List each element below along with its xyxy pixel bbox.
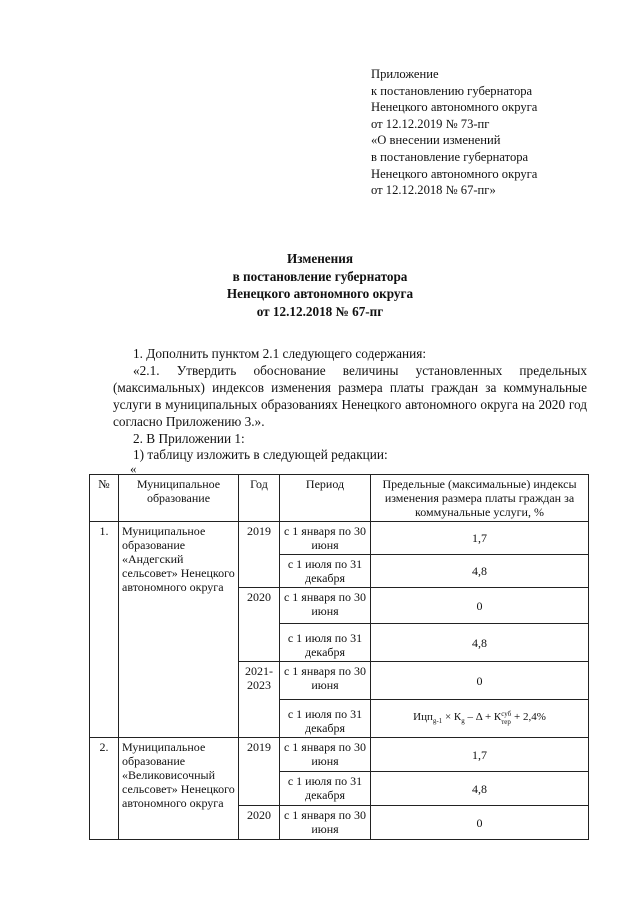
- row-num: 1.: [90, 522, 119, 738]
- row-year: 2019: [239, 522, 280, 588]
- header-num: №: [90, 475, 119, 522]
- row-year: 2019: [239, 738, 280, 806]
- row-year: 2021-2023: [239, 662, 280, 738]
- title-line: Изменения: [287, 251, 353, 266]
- row-period: с 1 июля по 31 декабря: [280, 624, 371, 662]
- appendix-line: от 12.12.2018 № 67-пг»: [371, 183, 496, 198]
- quote-open-mark: «: [130, 461, 137, 476]
- row-period: с 1 июля по 31 декабря: [280, 700, 371, 738]
- appendix-line: в постановление губернатора: [371, 149, 529, 164]
- row-year: 2020: [239, 806, 280, 840]
- paragraph-3: 2. В Приложении 1:: [133, 430, 245, 446]
- row-period: с 1 января по 30 июня: [280, 522, 371, 555]
- formula: $Ицп_{g-1} \times К_g - \Delta$ + Ксуб тер + 2,4%: [413, 709, 546, 726]
- paragraph-2: «2.1. Утвердить обоснование величины установленных предельных (максимальных) индексов изменения размера платы граждан за коммунальные услуги в муниципальных образованиях Ненецкого автономного округа на 2020 год согласно Приложению 3.».: [113, 362, 587, 429]
- row-mo: Муниципальное образование «Великовисочный сельсовет» Ненецкого автономного округа: [119, 738, 239, 840]
- header-period: Период: [280, 475, 371, 522]
- row-year: 2020: [239, 588, 280, 662]
- row-value: 1,7: [371, 522, 589, 555]
- header-year: Год: [239, 475, 280, 522]
- appendix-line: Ненецкого автономного округа: [371, 100, 538, 115]
- table-row: [90, 738, 589, 772]
- row-period: с 1 июля по 31 декабря: [280, 555, 371, 588]
- row-mo: Муниципальное образование «Андегский сельсовет» Ненецкого автономного округа: [119, 522, 239, 738]
- title-line: Ненецкого автономного округа: [226, 286, 414, 301]
- row-value-formula: [371, 700, 589, 738]
- table-row: [90, 522, 589, 555]
- row-period: с 1 июля по 31 декабря: [280, 772, 371, 806]
- body-text: [113, 346, 587, 464]
- header-mo: Муниципальное образование: [119, 475, 239, 522]
- row-period: с 1 января по 30 июня: [280, 662, 371, 700]
- appendix-line: Ненецкого автономного округа: [371, 166, 538, 181]
- row-period: с 1 января по 30 июня: [280, 738, 371, 772]
- table-header-row: [90, 475, 589, 522]
- title-line: в постановление губернатора: [232, 268, 408, 284]
- row-value: 1,7: [371, 738, 589, 772]
- row-value: 4,8: [371, 555, 589, 588]
- paragraph-1: 1. Дополнить пунктом 2.1 следующего содержания:: [133, 346, 427, 361]
- row-value: 4,8: [371, 772, 589, 806]
- title-line: от 12.12.2018 № 67-пг: [256, 303, 384, 319]
- appendix-line: «О внесении изменений: [371, 133, 501, 148]
- appendix-line: от 12.12.2019 № 73-пг: [371, 116, 490, 131]
- paragraph-4: 1) таблицу изложить в следующей редакции:: [133, 447, 388, 463]
- indices-table: [89, 474, 589, 840]
- row-value: 0: [371, 662, 589, 700]
- row-value: 0: [371, 588, 589, 624]
- row-period: с 1 января по 30 июня: [280, 588, 371, 624]
- row-value: 4,8: [371, 624, 589, 662]
- document-title: [0, 250, 640, 320]
- row-value: 0: [371, 806, 589, 840]
- header-index: Предельные (максимальные) индексы изменения размера платы граждан за коммунальные услуги, %: [371, 475, 589, 522]
- appendix-block: [371, 66, 537, 199]
- appendix-line: Приложение: [371, 67, 439, 81]
- appendix-line: к постановлению губернатора: [371, 83, 533, 98]
- row-num: 2.: [90, 738, 119, 840]
- row-period: с 1 января по 30 июня: [280, 806, 371, 840]
